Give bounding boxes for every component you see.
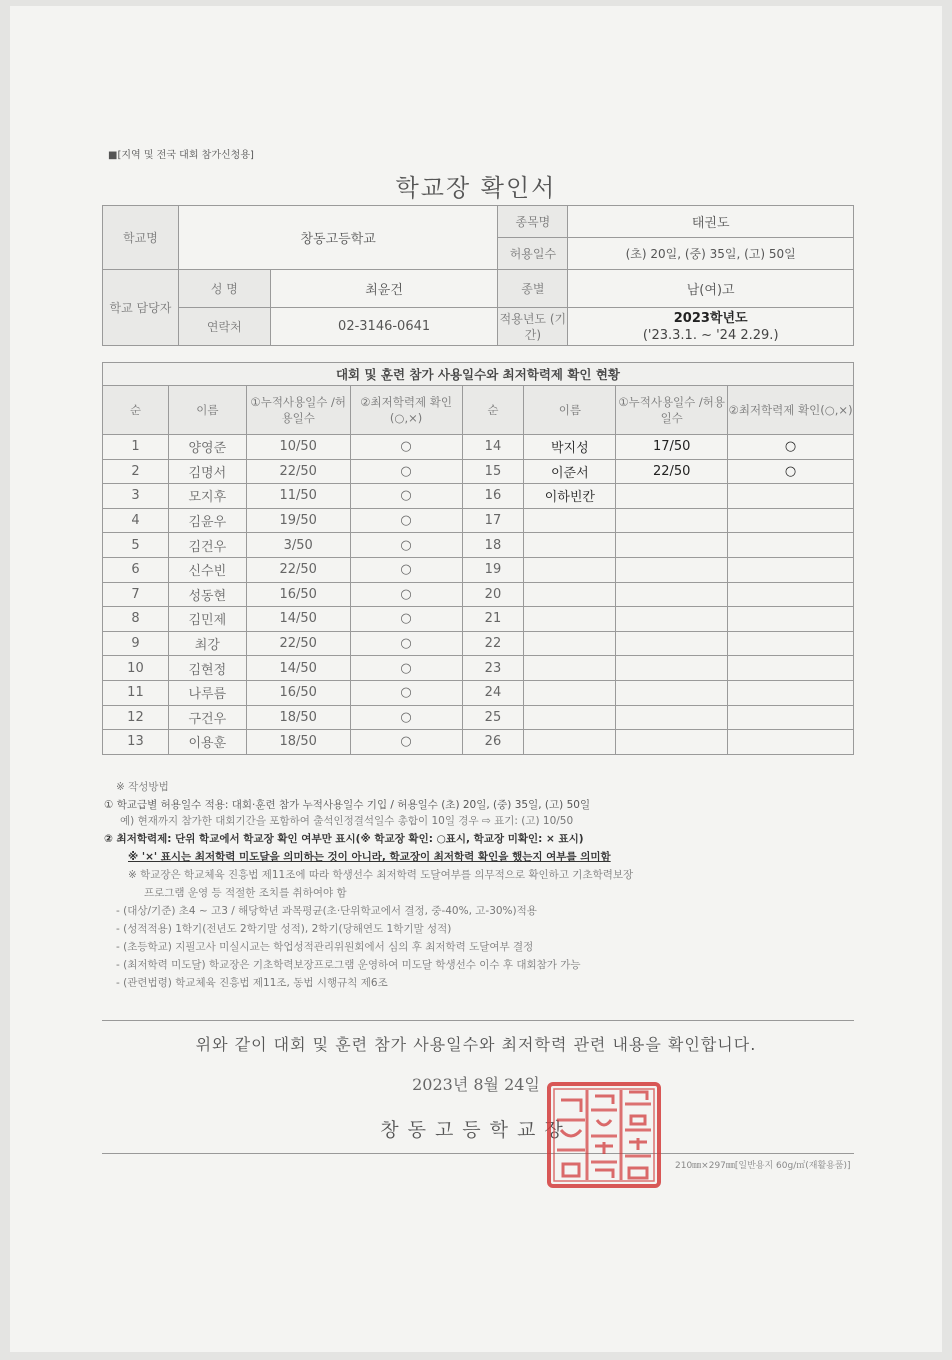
confirmation-statement: 위와 같이 대회 및 훈련 참가 사용일수와 최저학력 관련 내용을 확인합니다. <box>195 1035 757 1054</box>
row-no: 22 <box>462 631 524 656</box>
row-days: 22/50 <box>246 631 350 656</box>
row-no: 1 <box>103 435 169 460</box>
row-days <box>616 680 728 705</box>
row-no: 4 <box>103 508 169 533</box>
row-no: 12 <box>103 705 169 730</box>
row-name: 신수빈 <box>168 557 246 582</box>
row-no: 13 <box>103 730 169 755</box>
row-no: 10 <box>103 656 169 681</box>
row-name <box>524 607 616 632</box>
note-3: - (대상/기준) 초4 ~ 고3 / 해당학년 과목평균(초·단위학교에서 결정, 중-40%, 고-30%)적용 <box>116 905 537 917</box>
footer-divider <box>102 1153 854 1154</box>
official-seal-stamp <box>545 1080 663 1190</box>
row-name: 최강 <box>168 631 246 656</box>
row-name: 모지후 <box>168 484 246 509</box>
row-check: ○ <box>350 459 462 484</box>
row-no: 23 <box>462 656 524 681</box>
note-1b: 예) 현재까지 참가한 대회기간을 포함하여 출석인정결석일수 총합이 10일 경우 ⇨ 표기: (고) 10/50 <box>120 815 574 827</box>
name-label: 성 명 <box>178 270 270 308</box>
row-check: ○ <box>728 459 854 484</box>
manager-name: 최윤건 <box>270 270 498 308</box>
row-check: ○ <box>350 582 462 607</box>
row-days: 22/50 <box>246 557 350 582</box>
row-days <box>616 730 728 755</box>
table-row <box>103 730 854 755</box>
note-4: - (성적적용) 1학기(전년도 2학기말 성적), 2학기(당해연도 1학기말 성적) <box>116 923 452 935</box>
paper-spec: 210㎜×297㎜[일반용지 60g/㎡(재활용품)] <box>675 1161 851 1171</box>
col-no-header: 순 <box>103 386 169 435</box>
row-name <box>524 680 616 705</box>
row-name <box>524 533 616 558</box>
table-row <box>103 582 854 607</box>
row-check: ○ <box>350 705 462 730</box>
student-status-table <box>102 385 854 755</box>
note-7: - (관련법령) 학교체육 진흥법 제11조, 동법 시행규칙 제6조 <box>116 977 388 989</box>
row-name: 김현정 <box>168 656 246 681</box>
row-no: 7 <box>103 582 169 607</box>
row-no: 21 <box>462 607 524 632</box>
row-no: 20 <box>462 582 524 607</box>
row-check <box>728 533 854 558</box>
row-check: ○ <box>350 557 462 582</box>
row-check <box>728 705 854 730</box>
row-check <box>728 680 854 705</box>
row-days <box>616 557 728 582</box>
row-check: ○ <box>350 730 462 755</box>
row-check: ○ <box>350 533 462 558</box>
row-days: 18/50 <box>246 705 350 730</box>
row-days <box>616 631 728 656</box>
sport-value: 태권도 <box>568 206 854 238</box>
row-name: 박지성 <box>524 435 616 460</box>
form-type-tag: ■[지역 및 전국 대회 참가신청용] <box>108 150 254 161</box>
year-label: 적용년도 (기간) <box>498 308 568 346</box>
row-no: 16 <box>462 484 524 509</box>
row-days: 3/50 <box>246 533 350 558</box>
row-name: 이준서 <box>524 459 616 484</box>
notes-heading: ※ 작성방법 <box>116 781 169 793</box>
table-row <box>103 705 854 730</box>
row-no: 6 <box>103 557 169 582</box>
note-6: - (최저학력 미도달) 학교장은 기초학력보장프로그램 운영하여 미도달 학생선수 이수 후 대회참가 가능 <box>116 959 581 971</box>
row-no: 8 <box>103 607 169 632</box>
row-days: 10/50 <box>246 435 350 460</box>
row-days: 17/50 <box>616 435 728 460</box>
table-row <box>103 557 854 582</box>
col-days-header: ①누적사용일수 /허용일수 <box>246 386 350 435</box>
note-2c: ※ 학교장은 학교체육 진흥법 제11조에 따라 학생선수 최저학력 도달여부를 의무적으로 확인하고 기초학력보장 <box>128 869 634 881</box>
school-name: 창동고등학교 <box>178 206 498 270</box>
row-no: 11 <box>103 680 169 705</box>
year-value: 2023학년도 <box>673 310 748 326</box>
table-row <box>103 508 854 533</box>
row-days <box>616 484 728 509</box>
row-name: 나루름 <box>168 680 246 705</box>
row-days <box>616 656 728 681</box>
row-name: 김건우 <box>168 533 246 558</box>
col-name-header: 이름 <box>168 386 246 435</box>
manager-label: 학교 담당자 <box>103 270 179 346</box>
row-days: 11/50 <box>246 484 350 509</box>
table-row <box>103 459 854 484</box>
col-check-header: ②최저학력제 확인(○,×) <box>350 386 462 435</box>
row-days: 14/50 <box>246 656 350 681</box>
note-1: ① 학교급별 허용일수 적용: 대회·훈련 참가 누적사용일수 기입 / 허용일수 (초) 20일, (중) 35일, (고) 50일 <box>104 799 591 811</box>
row-days: 18/50 <box>246 730 350 755</box>
row-days: 16/50 <box>246 680 350 705</box>
row-check: ○ <box>350 656 462 681</box>
row-name: 성동현 <box>168 582 246 607</box>
row-name: 구건우 <box>168 705 246 730</box>
contact-label: 연락처 <box>178 308 270 346</box>
row-name: 김윤우 <box>168 508 246 533</box>
row-check <box>728 508 854 533</box>
row-no: 5 <box>103 533 169 558</box>
period-value: ('23.3.1. ~ '24 2.29.) <box>642 327 779 343</box>
row-days <box>616 705 728 730</box>
school-label: 학교명 <box>103 206 179 270</box>
row-check: ○ <box>350 607 462 632</box>
status-table-title <box>102 362 854 386</box>
row-check <box>728 607 854 632</box>
row-no: 2 <box>103 459 169 484</box>
row-name: 이하빈칸 <box>524 484 616 509</box>
table-header-row <box>103 386 854 435</box>
divider <box>102 1020 854 1021</box>
row-check <box>728 730 854 755</box>
row-no: 15 <box>462 459 524 484</box>
contact-value: 02-3146-0641 <box>270 308 498 346</box>
info-table <box>102 205 854 346</box>
table-row <box>103 484 854 509</box>
row-check: ○ <box>350 680 462 705</box>
row-days: 16/50 <box>246 582 350 607</box>
issue-date: 2023년 8월 24일 <box>412 1075 540 1094</box>
allowed-days-label: 허용일수 <box>498 238 568 270</box>
row-check: ○ <box>350 508 462 533</box>
principal-signature: 창동고등학교장 <box>380 1119 572 1141</box>
table-row <box>103 631 854 656</box>
table-row <box>103 607 854 632</box>
row-days <box>616 508 728 533</box>
col-no-header: 순 <box>462 386 524 435</box>
row-name: 김명서 <box>168 459 246 484</box>
row-no: 18 <box>462 533 524 558</box>
document-title: 학교장 확인서 <box>395 174 557 202</box>
row-check: ○ <box>728 435 854 460</box>
col-days-header: ①누적사용일수 /허용일수 <box>616 386 728 435</box>
row-days: 22/50 <box>616 459 728 484</box>
row-name: 이용훈 <box>168 730 246 755</box>
allowed-days-value: (초) 20일, (중) 35일, (고) 50일 <box>568 238 854 270</box>
row-name <box>524 557 616 582</box>
note-2d: 프로그램 운영 등 적절한 조치를 취하여야 함 <box>144 887 347 899</box>
row-days <box>616 533 728 558</box>
row-check <box>728 631 854 656</box>
row-days <box>616 582 728 607</box>
status-table-title-text: 대회 및 훈련 참가 사용일수와 최저학력제 확인 현황 <box>103 363 854 386</box>
row-check <box>728 582 854 607</box>
year-cell <box>568 308 854 346</box>
row-no: 24 <box>462 680 524 705</box>
row-check <box>728 484 854 509</box>
note-2b: ※ '×' 표시는 최저학력 미도달을 의미하는 것이 아니라, 학교장이 최저학력 확인을 했는지 여부를 의미함 <box>128 851 611 863</box>
row-days: 22/50 <box>246 459 350 484</box>
instructions-block <box>104 778 864 992</box>
row-name: 양영준 <box>168 435 246 460</box>
row-name: 김민제 <box>168 607 246 632</box>
row-name <box>524 582 616 607</box>
row-no: 19 <box>462 557 524 582</box>
table-row <box>103 435 854 460</box>
note-2: ② 최저학력제: 단위 학교에서 학교장 확인 여부만 표시(※ 학교장 확인: ○표시, 학교장 미확인: × 표시) <box>104 833 584 845</box>
row-name <box>524 730 616 755</box>
row-name <box>524 631 616 656</box>
table-row <box>103 656 854 681</box>
type-value: 남(여)고 <box>568 270 854 308</box>
row-no: 3 <box>103 484 169 509</box>
note-5: - (초등학교) 지필고사 미실시교는 학업성적관리위원회에서 심의 후 최저학력 도달여부 결정 <box>116 941 534 953</box>
col-name-header: 이름 <box>524 386 616 435</box>
sport-label: 종목명 <box>498 206 568 238</box>
row-check: ○ <box>350 631 462 656</box>
table-row <box>103 680 854 705</box>
row-check: ○ <box>350 484 462 509</box>
row-name <box>524 705 616 730</box>
row-no: 9 <box>103 631 169 656</box>
row-days <box>616 607 728 632</box>
row-name <box>524 656 616 681</box>
row-name <box>524 508 616 533</box>
row-no: 17 <box>462 508 524 533</box>
row-check: ○ <box>350 435 462 460</box>
row-days: 14/50 <box>246 607 350 632</box>
row-no: 14 <box>462 435 524 460</box>
row-no: 26 <box>462 730 524 755</box>
table-row <box>103 533 854 558</box>
type-label: 종별 <box>498 270 568 308</box>
row-check <box>728 656 854 681</box>
row-days: 19/50 <box>246 508 350 533</box>
row-check <box>728 557 854 582</box>
col-check-header: ②최저학력제 확인(○,×) <box>728 386 854 435</box>
row-no: 25 <box>462 705 524 730</box>
